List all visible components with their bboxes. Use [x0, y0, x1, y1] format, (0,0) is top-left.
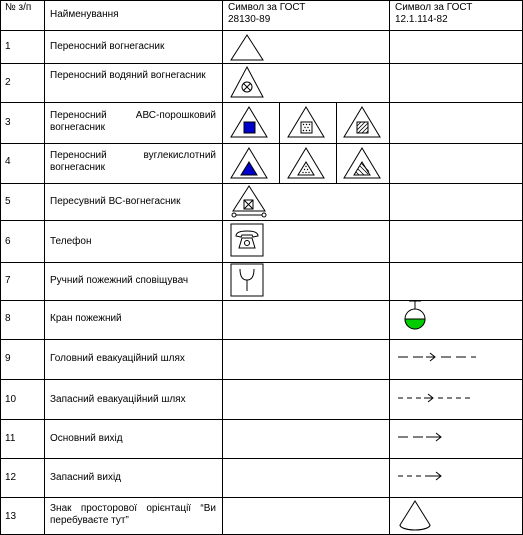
row-divider	[0, 339, 523, 340]
abc-powder-dotted-square-icon	[287, 106, 325, 138]
row-name: Запасний евакуаційний шлях	[50, 394, 186, 405]
row-name: Телефон	[50, 236, 92, 247]
row-number: 7	[5, 275, 11, 286]
mobile-extinguisher-icon	[230, 185, 268, 219]
water-extinguisher-icon	[230, 66, 264, 98]
header-name: Найменування	[50, 9, 119, 20]
column-divider	[44, 0, 45, 535]
row-name: Переносний вуглекислотний вогнегасник	[50, 150, 216, 173]
row-number: 6	[5, 236, 11, 247]
row-number: 1	[5, 41, 11, 52]
row-divider	[0, 300, 523, 301]
row-name: Переносний водяний вогнегасник	[50, 70, 206, 81]
abc-powder-blue-square-icon	[230, 106, 268, 138]
row-name: Ручний пожежний сповіщувач	[50, 275, 189, 286]
fire-hydrant-icon	[397, 298, 433, 334]
main-exit-icon	[397, 432, 443, 442]
reserve-evacuation-path-icon	[397, 393, 477, 403]
row-name: Пересувний ВС-вогнегасник	[50, 196, 181, 207]
reserve-exit-icon	[397, 471, 443, 481]
column-divider	[389, 0, 390, 535]
co2-dotted-triangle-icon	[287, 147, 325, 179]
co2-blue-triangle-icon	[230, 147, 268, 179]
row-name: Переносний вогнегасник	[50, 41, 165, 52]
row-name: Основний вихід	[50, 433, 123, 444]
co2-hatched-triangle-icon	[343, 147, 381, 179]
row-divider	[0, 30, 523, 31]
header-gost-12-1-114: Символ за ГОСТ 12.1.114-82	[395, 2, 473, 25]
row-divider	[0, 379, 523, 380]
abc-powder-hatched-square-icon	[343, 106, 381, 138]
row-number: 5	[5, 196, 11, 207]
header-gost-28130: Символ за ГОСТ 28130-89	[228, 2, 306, 25]
row-name: Запасний вихід	[50, 472, 122, 483]
row-name: Головний евакуаційний шлях	[50, 353, 185, 364]
row-name: Переносний АВС-порошковий вогнегасник	[50, 110, 216, 133]
row-divider	[0, 458, 523, 459]
row-number: 2	[5, 77, 11, 88]
row-name: Кран пожежний	[50, 313, 122, 324]
triangle-icon	[230, 33, 264, 61]
main-evacuation-path-icon	[397, 352, 477, 362]
telephone-icon	[230, 223, 264, 257]
row-number: 12	[5, 472, 17, 483]
row-number: 9	[5, 353, 11, 364]
table-border-left	[0, 0, 1, 535]
header-number: № з/п	[5, 2, 32, 13]
row-number: 10	[5, 394, 17, 405]
row-divider	[0, 63, 523, 64]
row-divider	[0, 183, 523, 184]
row-divider	[0, 102, 523, 103]
column-divider	[222, 0, 223, 535]
row-number: 3	[5, 117, 11, 128]
row-divider	[0, 419, 523, 420]
row-name: Знак просторової орієнтації “Ви перебуваєте тут”	[50, 503, 216, 526]
row-number: 4	[5, 156, 11, 167]
row-number: 11	[5, 433, 16, 444]
row-divider	[0, 220, 523, 221]
manual-fire-alarm-icon	[230, 263, 264, 297]
row-divider	[0, 143, 523, 144]
row-divider	[0, 0, 523, 1]
you-are-here-cone-icon	[397, 500, 433, 532]
row-number: 8	[5, 313, 11, 324]
row-number: 13	[5, 511, 17, 522]
row-divider	[0, 497, 523, 498]
